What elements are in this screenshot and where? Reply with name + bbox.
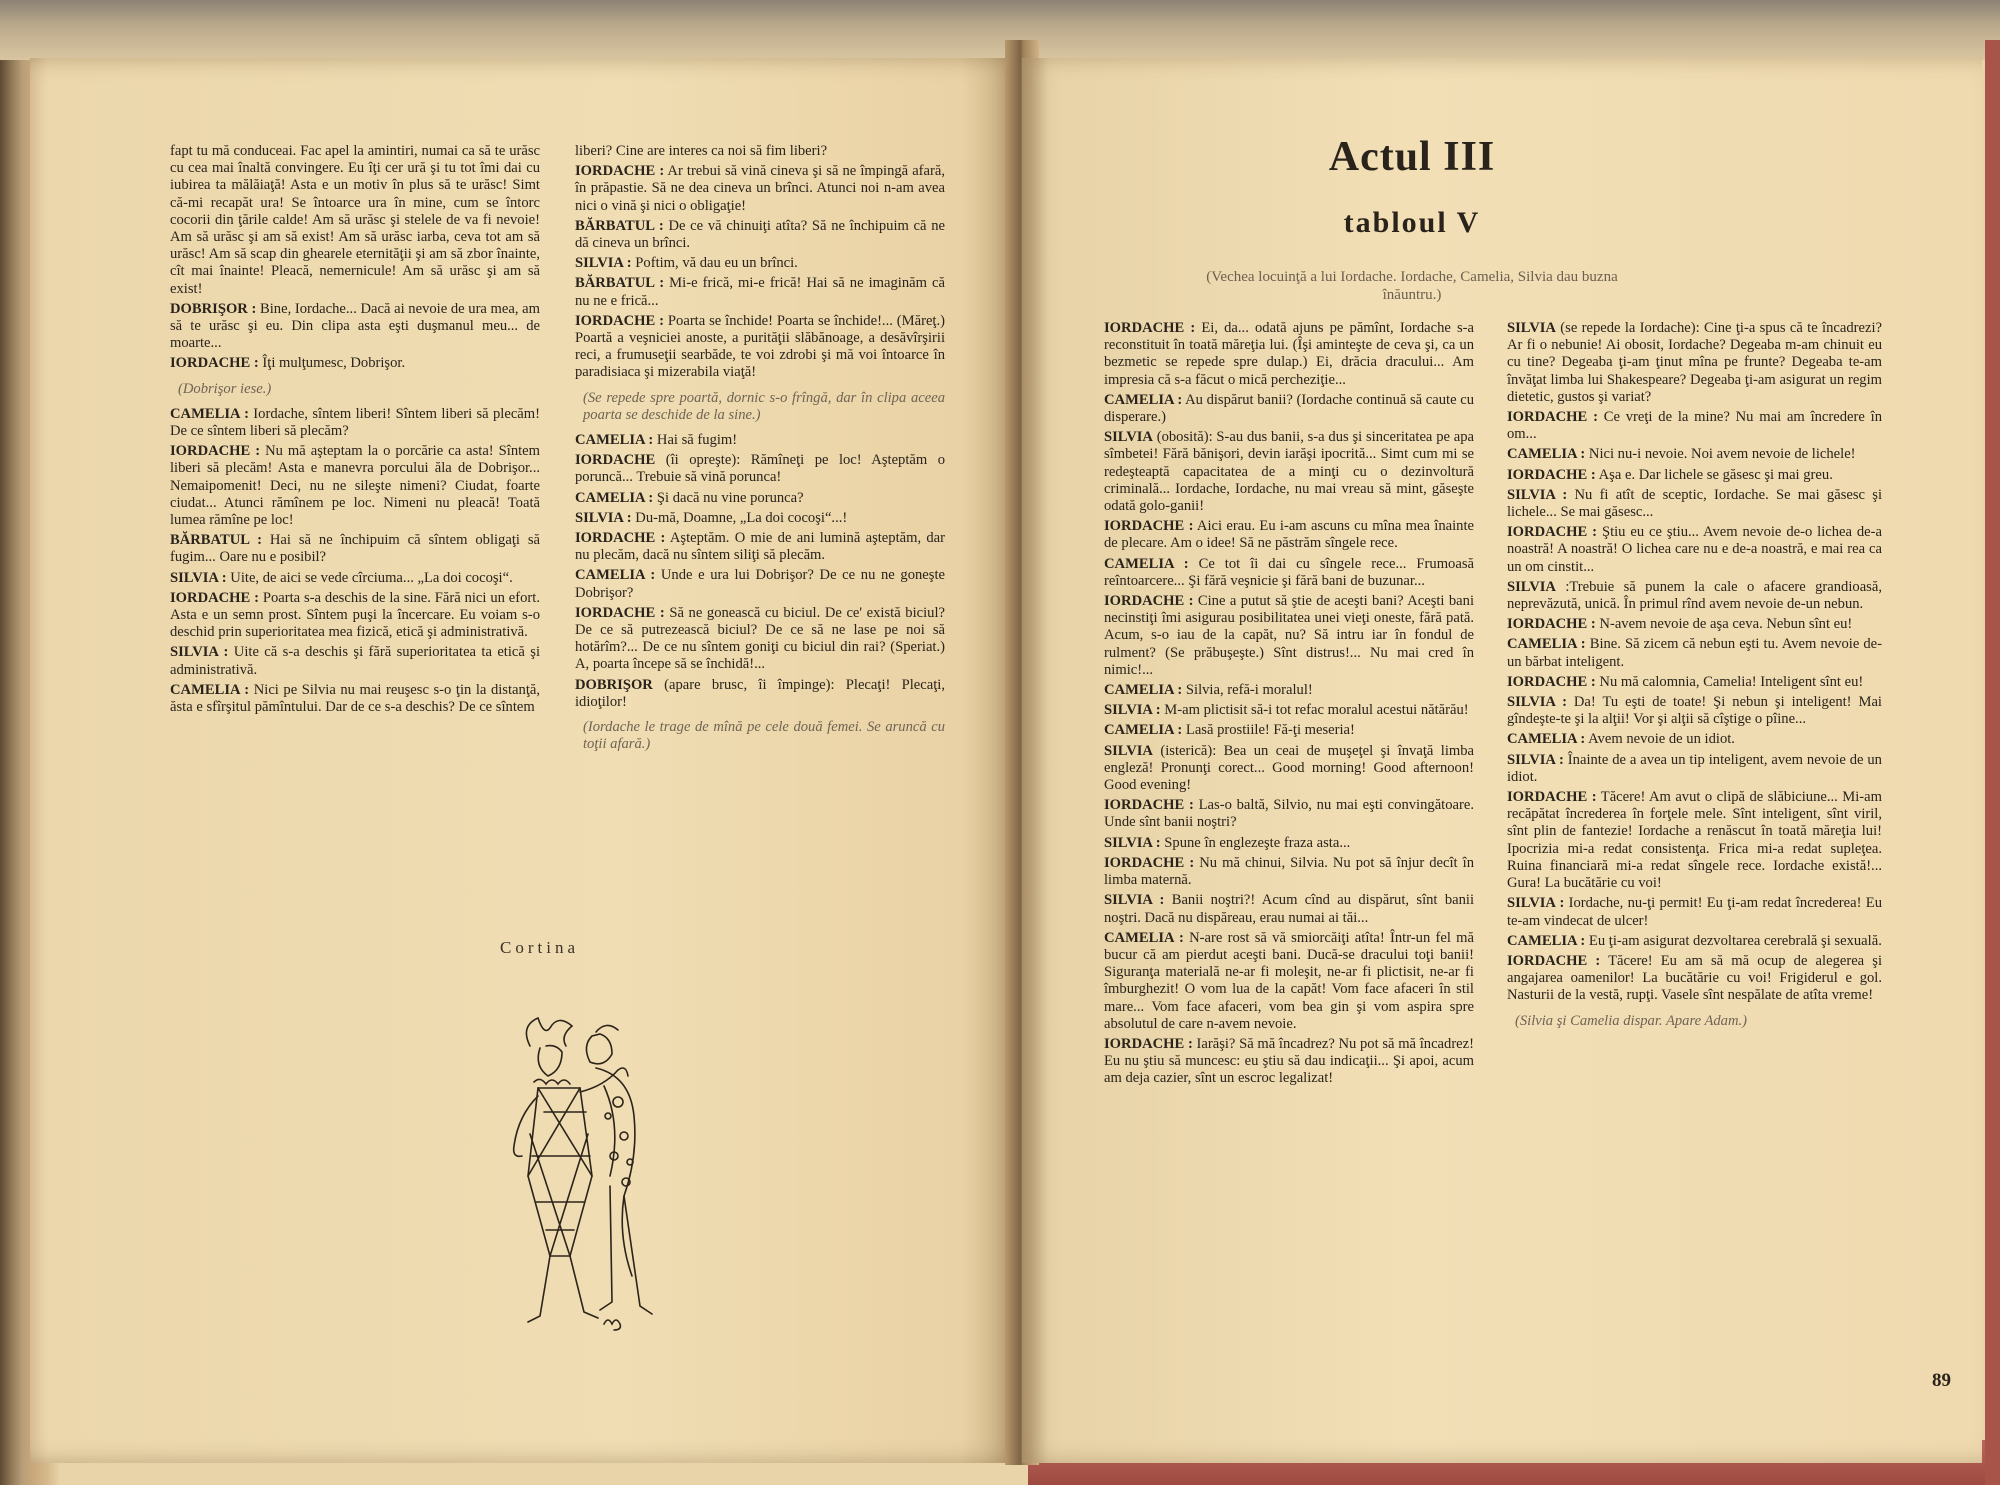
dialogue-text: Unde e ura lui Dobrişor? De ce nu ne goneşte Dobrişor? <box>575 567 945 601</box>
speaker-name: SILVIA : <box>170 644 229 661</box>
dialogue-text: Nu mă chinui, Silvia. Nu pot să înjur decît în limba maternă. <box>1104 854 1475 889</box>
dialogue-text: Şi dacă nu vine porunca? <box>653 489 804 506</box>
dialogue-text: Înainte de a avea un tip inteligent, avem nevoie de un idiot. <box>1507 751 1882 785</box>
speaker-name: BĂRBATUL : <box>575 217 664 234</box>
dialogue-text: Tăcere! Am avut o clipă de slăbiciune... Mi-am recăpătat încrederea în forţele mele. Sînt inteligent, sînt viril, sînt plin de fantezie! Iordache a renăscut în toată măreţia lui! Ipocrizia mi-a redat consistenţa. Frica mi-a redat supleţea. Ruina financiară mi-a redat sîngele rece. Iordache există!... Gura! La bucătărie cu voi! <box>1507 789 1882 892</box>
dialogue-line <box>1104 835 1474 852</box>
speaker-name: IORDACHE : <box>170 589 259 606</box>
dialogue-line <box>1507 446 1882 463</box>
dialogue-text: Nici nu-i nevoie. Noi avem nevoie de lichele! <box>1585 446 1856 463</box>
dialogue-line <box>170 532 540 566</box>
dialogue-line <box>170 355 540 372</box>
dialogue-text: (apare brusc, îi împinge): Plecaţi! Plecaţi, idioţilor! <box>575 676 945 710</box>
speaker-name: BĂRBATUL : <box>575 275 665 292</box>
dialogue-line <box>575 275 945 309</box>
speaker-name: IORDACHE : <box>575 530 666 547</box>
speaker-name: CAMELIA : <box>575 489 654 506</box>
dialogue-text: Avem nevoie de un idiot. <box>1585 731 1735 748</box>
dialogue-line <box>1507 409 1882 443</box>
dialogue-line <box>1507 694 1882 728</box>
speaker-name: SILVIA : <box>1104 702 1161 719</box>
dialogue-line <box>1104 855 1474 889</box>
dialogue-text: Ce vreţi de la mine? Nu mai am încredere în om... <box>1507 409 1882 443</box>
binding-top <box>0 0 2000 60</box>
dialogue-line <box>1507 636 1882 670</box>
dialogue-text: Hai să ne închipuim că sîntem obligaţi să fugim... Oare nu e posibil? <box>170 532 540 566</box>
speaker-name: SILVIA : <box>170 569 227 586</box>
curtain-label: Cortina <box>500 938 579 957</box>
act-title: Actul III <box>1328 134 1496 180</box>
stage-direction: (Iordache le trage de mînă pe cele două femei. Se aruncă cu toţii afară.) <box>583 719 945 753</box>
dialogue-text: Uite că s-a deschis şi fără superioritatea ta etică şi administrativă. <box>170 644 540 678</box>
dialogue-text: Cine a putut să ştie de aceşti bani? Aceşti bani necinstiţi îmi asigurau posibilitatea unei vieţi oneste, fără pată. Acum, s-o iau de la capăt, nu? Să intru iar în fondul de rulment? (Se prăbuşeşte.) Sînt distrus!... Nu mai cred în nimic!... <box>1104 593 1474 678</box>
speaker-name: SILVIA : <box>1507 751 1564 768</box>
dialogue-text: De ce vă chinuiţi atîta? Să ne închipuim că ne dă cineva un brînci. <box>575 217 945 252</box>
speaker-name: CAMELIA : <box>575 567 656 584</box>
speaker-name: SILVIA <box>1104 429 1153 446</box>
dialogue-line <box>1104 702 1474 719</box>
dialogue-line <box>575 143 945 160</box>
speaker-name: DOBRIŞOR <box>575 676 653 693</box>
dialogue-text: Eu ţi-am asigurat dezvoltarea cerebrală şi sexuală. <box>1585 932 1882 949</box>
speaker-name: CAMELIA : <box>1104 722 1183 739</box>
stage-direction: (Dobrişor iese.) <box>178 380 272 397</box>
dialogue-line <box>1507 789 1882 892</box>
dialogue-text: N-are rost să vă smiorcăiţi atîta! Într-un fel mă bucur că am pierdut aceşti bani. Ducă-se dracului toţi banii! Siguranţa materială ne-ar fi moleşit, ne-ar fi plictisit, ne-ar fi îmburghezit! O vom lua de la capăt! Vom face afaceri în stil mare... Vom face afaceri, vom bea gin şi vom aspira spre absolutul de care n-avem nevoie. <box>1104 929 1474 1032</box>
page-number: 89 <box>1932 1370 1951 1391</box>
speaker-name: CAMELIA : <box>1507 932 1586 949</box>
dialogue-line <box>1104 392 1474 426</box>
tableau-title: tabloul V <box>1343 206 1481 239</box>
dialogue-line <box>1104 797 1474 831</box>
speaker-name: SILVIA <box>1104 742 1153 759</box>
dialogue-text: Iordache, nu-ţi permit! Eu ţi-am redat încrederea! Eu te-am vindecat de ulcer! <box>1507 895 1882 929</box>
dialogue-text: Ar trebui să vină cineva şi să ne împingă afară, în prăpastie. Să ne dea cineva un brînci. Atunci noi n-am avea nici o vină şi nici o obligaţie! <box>575 163 945 214</box>
harlequin-illustration <box>500 1006 665 1336</box>
speaker-name: CAMELIA : <box>1104 682 1183 699</box>
dialogue-line <box>1104 429 1474 515</box>
speaker-name: IORDACHE <box>575 452 656 469</box>
speaker-name: SILVIA : <box>1507 694 1567 711</box>
dialogue-line <box>170 590 540 642</box>
dialogue-line <box>1507 752 1882 786</box>
dialogue-text: (isterică): Bea un ceai de muşeţel şi învaţă limba engleză! Pronunţi corect... Good morning! Good afternoon! Good evening! <box>1104 742 1474 794</box>
dialogue-line <box>575 255 945 272</box>
speaker-name: IORDACHE : <box>1507 673 1596 690</box>
speaker-name: IORDACHE : <box>1507 409 1598 426</box>
dialogue-line <box>1104 743 1474 795</box>
dialogue-text: Poarta se închide! Poarta se închide!... (Măreţ.) Poartă a veşniciei anoste, a purităţii slăbănoage, a desăvîrşirii reci, a frumuseţii searbăde, te voi zdrobi şi mă voi întoarce în paradisiaca şi mizerabila viaţă! <box>575 312 945 381</box>
right-page <box>1022 58 1982 1463</box>
speaker-name: SILVIA <box>1507 578 1556 595</box>
speaker-name: CAMELIA : <box>170 681 250 698</box>
dialogue-line <box>1104 892 1474 926</box>
dialogue-line <box>1104 1036 1474 1088</box>
speaker-name: DOBRIŞOR : <box>170 300 257 317</box>
dialogue-line <box>575 510 945 527</box>
dialogue-text: Au dispărut banii? (Iordache continuă să caute cu disperare.) <box>1104 391 1475 426</box>
dialogue-text: Nu fi atît de sceptic, Iordache. Se mai găsesc şi lichele... Se mai găsesc... <box>1507 486 1882 521</box>
dialogue-line <box>170 143 540 298</box>
dialogue-line <box>575 530 945 564</box>
dialogue-text: Silvia, refă-i moralul! <box>1182 682 1313 699</box>
dialogue-line <box>1507 933 1882 950</box>
dialogue-text: Las-o baltă, Silvio, nu mai eşti convingătoare. Unde sînt banii noştri? <box>1104 797 1474 831</box>
dialogue-text: Îţi mulţumesc, Dobrişor. <box>258 355 406 372</box>
dialogue-text: (se repede la Iordache): Cine ţi-a spus că te încadrezi? Ar fi o nebunie! Ai obosit, Iordache? Degeaba m-am chinuit eu cu tine? Degeaba ţi-am ţinut mîna pe frunte? Degeaba te-am învăţat limba lui Shakespeare? Degeaba ţi-am asigurat un regim dietetic, gustos şi variat? <box>1507 320 1882 405</box>
dialogue-line <box>1507 320 1882 406</box>
dialogue-text: :Trebuie să punem la cale o afacere grandioasă, neprevăzută, unică. În primul rînd avem nevoie de-un nebun. <box>1507 578 1882 613</box>
speaker-name: IORDACHE : <box>1104 797 1194 814</box>
dialogue-text: Aşa e. Dar lichele se găsesc şi mai greu. <box>1595 466 1833 483</box>
dialogue-text: Să ne gonească cu biciul. De ce' există biciul? De ce să putrezească biciul? De ce să ne lase pe noi să hotărîm?... De ce nu sîntem goniţi cu biciul din rai? (Speriat.) A, poarta începe să se închidă!... <box>575 604 945 673</box>
dialogue-text: Iarăşi? Să mă încadrez? Nu pot să mă încadrez! Eu nu ştiu să muncesc: eu ştiu să dau indicaţii... Şi apoi, acum am deja cazier, sînt un escroc legalizat! <box>1104 1035 1474 1087</box>
speaker-name: IORDACHE : <box>170 443 261 460</box>
dialogue-text: Uite, de aici se vede cîrciuma... „La doi cocoşi“. <box>226 569 513 586</box>
stage-setting: (Vechea locuinţă a lui Iordache. Iordache, Camelia, Silvia dau buzna înăuntru.) <box>1206 269 1618 303</box>
dialogue-line <box>1507 674 1882 691</box>
speaker-name: IORDACHE : <box>1104 593 1194 610</box>
speaker-name: SILVIA : <box>1507 895 1565 912</box>
speaker-name: IORDACHE : <box>1507 524 1598 541</box>
speaker-name: CAMELIA : <box>1507 731 1586 748</box>
right-column-1 <box>1104 320 1474 1091</box>
dialogue-text: Poftim, vă dau eu un brînci. <box>631 255 798 272</box>
speaker-name: IORDACHE : <box>1507 952 1601 969</box>
speaker-name: IORDACHE : <box>575 163 665 180</box>
dialogue-line <box>1104 593 1474 679</box>
dialogue-text: (îi opreşte): Rămîneţi pe loc! Aşteptăm o poruncă... Trebuie să vină porunca! <box>575 452 945 486</box>
dialogue-text: Aici erau. Eu i-am ascuns cu mîna mea înainte de plecare. Am o idee! Să ne păstrăm sîngele rece. <box>1104 518 1474 552</box>
speaker-name: IORDACHE : <box>1104 1035 1193 1052</box>
dialogue-line <box>1507 953 1882 1005</box>
dialogue-line <box>1507 467 1882 484</box>
dialogue-line <box>1104 556 1474 590</box>
dialogue-line <box>1104 930 1474 1033</box>
speaker-name: IORDACHE : <box>1104 854 1195 871</box>
dialogue-line <box>1104 320 1474 389</box>
dialogue-line <box>575 313 945 382</box>
dialogue-line <box>170 682 540 716</box>
speaker-name: IORDACHE : <box>1507 466 1596 483</box>
speaker-name: IORDACHE : <box>1507 789 1597 806</box>
dialogue-text: N-avem nevoie de aşa ceva. Nebun sînt eu! <box>1595 616 1853 633</box>
speaker-name: CAMELIA : <box>1104 929 1184 946</box>
speaker-name: IORDACHE : <box>575 312 665 329</box>
dialogue-text: M-am plictisit să-i tot refac moralul acestui nătărău! <box>1160 702 1469 719</box>
dialogue-text: Bine, Iordache... Dacă ai nevoie de ura mea, am să te urăsc şi eu. Din clipa asta eşti duşmanul meu... de moarte... <box>170 300 540 352</box>
speaker-name: IORDACHE : <box>1507 616 1596 633</box>
dialogue-text: Spune în englezeşte fraza asta... <box>1160 834 1351 851</box>
dialogue-line <box>575 490 945 507</box>
speaker-name: CAMELIA : <box>1104 391 1183 408</box>
right-column-2 <box>1507 320 1882 1038</box>
dialogue-text: fapt tu mă conduceai. Fac apel la amintiri, numai ca să te urăsc cu cea mai înaltă convingere. Eu îţi cer ură şi tu tot îmi dai cu iubirea ta mălăiaţă! Asta e un motiv în plus să te urăsc! Simt că-mi recapăt ura! Se întoarce ura în mine, cum se întorc cocorii din ţările calde! Am să urăsc şi stelele de va fi nevoie! Am să urăsc şi am să exist! Am să urăsc iarba, ceva tot am să urăsc! Am să scap din ghearele eternităţii şi am să zbor înainte, cît mai înainte! Pleacă, nemernicule! Am să urăsc şi am să exist! <box>170 143 540 297</box>
dialogue-text: Du-mă, Doamne, „La doi cocoşi“...! <box>631 509 848 526</box>
dialogue-line <box>575 218 945 252</box>
speaker-name: SILVIA <box>1507 320 1556 336</box>
dialogue-line <box>575 452 945 486</box>
speaker-name: CAMELIA : <box>575 432 654 449</box>
dialogue-line <box>1507 895 1882 929</box>
cover-cloth-edge <box>1985 40 2000 1485</box>
speaker-name: IORDACHE : <box>1104 518 1194 535</box>
dialogue-line <box>575 163 945 215</box>
dialogue-line <box>1507 524 1882 576</box>
speaker-name: IORDACHE : <box>170 355 259 372</box>
dialogue-line <box>170 644 540 678</box>
speaker-name: CAMELIA : <box>1507 446 1586 463</box>
dialogue-text: liberi? Cine are interes ca noi să fim liberi? <box>575 143 828 159</box>
dialogue-line <box>1507 579 1882 613</box>
stage-direction: (Se repede spre poartă, dornic s-o frîngă, dar în clipa aceea poarta se deschide de la sine.) <box>583 389 945 423</box>
dialogue-text: Lasă prostiile! Fă-ţi meseria! <box>1182 722 1355 739</box>
dialogue-line <box>170 406 540 440</box>
dialogue-text: Nu mă aşteptam la o porcărie ca asta! Sîntem liberi să plecăm! Asta e manevra porcului ăla de Dobrişor... Nemaipomenit! Deci, nu ne sileşte nimeni? Ciudat, foarte ciudat... Atunci rămînem pe loc. Nimeni nu pleacă! Toată lumea rămîne pe loc! <box>170 443 541 529</box>
dialogue-line <box>1507 487 1882 521</box>
left-page <box>30 58 1020 1463</box>
dialogue-text: Bine. Să zicem că nebun eşti tu. Avem nevoie de-un bărbat inteligent. <box>1507 636 1882 670</box>
dialogue-text: Mi-e frică, mi-e frică! Hai să ne imaginăm că nu ne e frică... <box>575 275 945 309</box>
speaker-name: SILVIA : <box>1104 834 1161 851</box>
dialogue-text: Iordache, sîntem liberi! Sîntem liberi să plecăm! De ce sîntem liberi să plecăm? <box>170 405 540 440</box>
dialogue-line <box>575 567 945 601</box>
speaker-name: IORDACHE : <box>1104 320 1196 336</box>
dialogue-line <box>1104 682 1474 699</box>
stage-direction: (Silvia şi Camelia dispar. Apare Adam.) <box>1515 1012 1748 1029</box>
dialogue-line <box>1104 518 1474 552</box>
speaker-name: SILVIA : <box>1104 892 1165 909</box>
dialogue-line <box>170 570 540 587</box>
dialogue-text: Nu mă calomnia, Camelia! Inteligent sînt eu! <box>1595 673 1864 690</box>
dialogue-text: Banii noştri?! Acum cînd au dispărut, sînt banii noştri. Dacă nu dispăreau, erau numai ai tăi... <box>1104 892 1475 926</box>
speaker-name: CAMELIA : <box>1507 636 1586 653</box>
dialogue-line <box>170 443 540 529</box>
dialogue-text: Nici pe Silvia nu mai reuşesc s-o ţin la distanţă, ăsta e sfîrşitul pămîntului. Dar de ce s-a deschis? De ce sîntem <box>170 681 540 716</box>
speaker-name: BĂRBATUL : <box>170 532 262 549</box>
dialogue-text: Da! Tu eşti de toate! Şi nebun şi inteligent! Mai gîndeşte-te şi la alţii! Vor şi alţii să cîştige o pîine... <box>1507 694 1882 728</box>
speaker-name: SILVIA : <box>575 509 632 526</box>
speaker-name: IORDACHE : <box>575 604 665 621</box>
speaker-name: CAMELIA : <box>170 405 249 422</box>
dialogue-line <box>575 677 945 711</box>
dialogue-text: Ştiu eu ce ştiu... Avem nevoie de-o lichea de-a noastră! A noastră! O lichea care nu e de-a noastră, e mai rea ca un om cinstit... <box>1507 524 1882 575</box>
speaker-name: CAMELIA : <box>1104 555 1189 572</box>
dialogue-text: Ei, da... odată ajuns pe pămînt, Iordache s-a reconstituit în toată măreţia lui. (Îşi aminteşte de ceva şi, ca un bezmetic se repede spre dulap.) Ei, drăcia dracului... Am impresia că s-a făcut o mică percheziţie... <box>1104 320 1475 388</box>
dialogue-line <box>170 301 540 353</box>
dialogue-text: Poarta s-a deschis de la sine. Fără nici un efort. Asta e un semn prost. Sîntem puşi la încercare. Eu voiam s-o deschid prin superioritatea mea fizică, etică şi administrativă. <box>170 589 540 641</box>
left-column-2 <box>575 143 945 762</box>
dialogue-line <box>575 432 945 449</box>
left-column-1 <box>170 143 540 719</box>
dialogue-line <box>1507 616 1882 633</box>
dialogue-line <box>575 605 945 674</box>
dialogue-text: Aşteptăm. O mie de ani lumină aşteptăm, dar nu plecăm, dacă nu sîntem siliţi să plecăm. <box>575 530 946 564</box>
speaker-name: SILVIA : <box>1507 486 1568 503</box>
dialogue-text: Tăcere! Eu am să mă ocup de alegerea şi angajarea oamenilor! La bucătărie cu voi! Frigiderul e gol. Nasturii de la vestă, rupţi. Vasele sînt nespălate de atîta vreme! <box>1507 952 1883 1004</box>
dialogue-line <box>1507 731 1882 748</box>
speaker-name: SILVIA : <box>575 255 632 272</box>
dialogue-text: Ce tot îi dai cu sîngele rece... Frumoasă reîntoarcere... Şi fără veşnicie şi fără bani de buzunar... <box>1104 555 1474 589</box>
dialogue-text: (obosită): S-au dus banii, s-a dus şi sinceritatea pe apa sîmbetei! Fără bănişori, devin iarăşi ipocrită... Simt cum mi se redeşteaptă capacitatea de a minţi cu o dezinvoltură criminală... Iordache, Iordache, nu mai vreau să mint, găseşte odată golo-ganii! <box>1104 429 1474 515</box>
dialogue-line <box>1104 722 1474 739</box>
dialogue-text: Hai să fugim! <box>653 432 738 449</box>
